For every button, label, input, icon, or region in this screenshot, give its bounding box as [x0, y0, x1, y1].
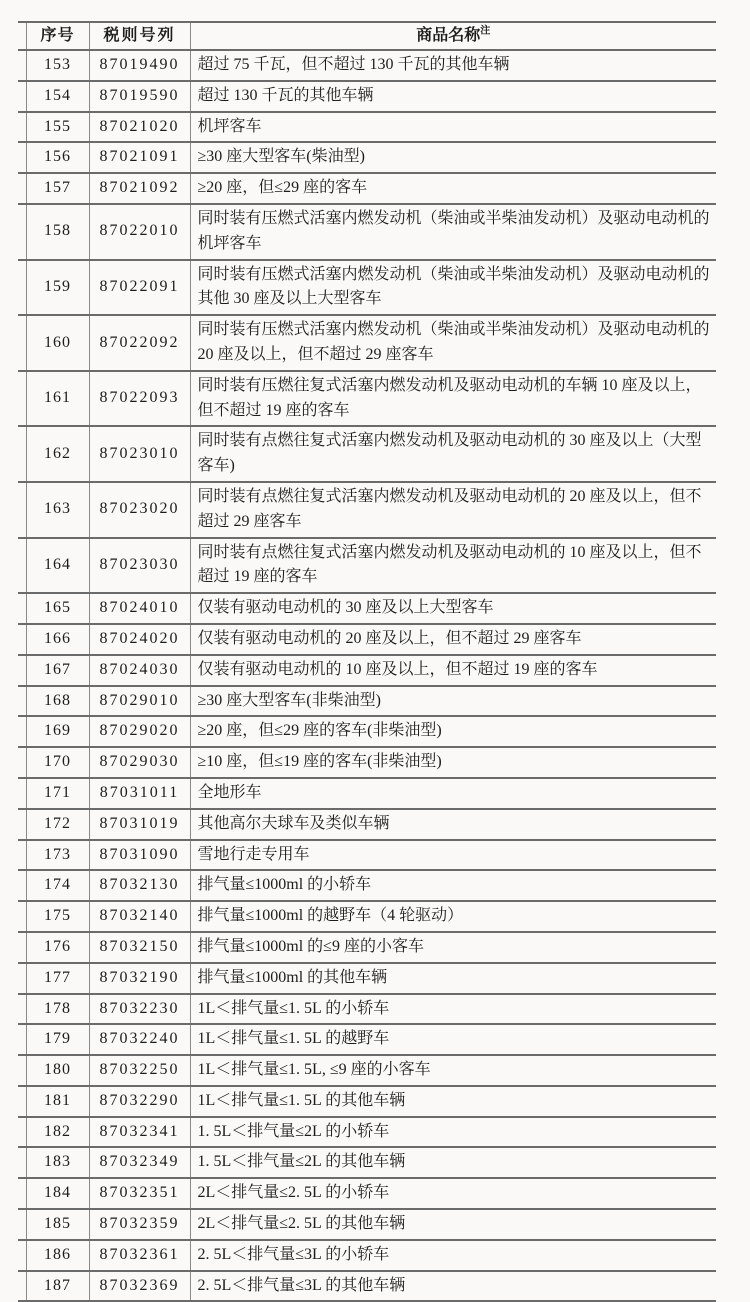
- cell-product-name: 其他高尔夫球车及类似车辆: [190, 809, 716, 840]
- row-gutter: [18, 142, 26, 173]
- table-row: [18, 932, 716, 963]
- cell-serial-number: 164: [26, 538, 89, 594]
- table-row: [18, 1147, 716, 1178]
- cell-tariff-code: 87021092: [89, 173, 190, 204]
- cell-serial-number: 158: [26, 204, 89, 260]
- row-gutter: [18, 686, 26, 717]
- cell-product-name: ≥30 座大型客车(非柴油型): [190, 686, 716, 717]
- cell-serial-number: 178: [26, 994, 89, 1025]
- cell-product-name: 1L＜排气量≤1. 5L 的其他车辆: [190, 1086, 716, 1117]
- cell-tariff-code: 87029010: [89, 686, 190, 717]
- cell-tariff-code: 87022093: [89, 371, 190, 427]
- cell-serial-number: 159: [26, 260, 89, 316]
- cell-product-name: 同时装有点燃往复式活塞内燃发动机及驱动电动机的 20 座及以上，但不超过 29 座客车: [190, 482, 716, 538]
- cell-serial-number: 182: [26, 1117, 89, 1148]
- table-row: [18, 870, 716, 901]
- row-gutter: [18, 1024, 26, 1055]
- header-product-name: [190, 22, 716, 50]
- row-gutter: [18, 173, 26, 204]
- row-gutter: [18, 901, 26, 932]
- cell-tariff-code: 87021091: [89, 142, 190, 173]
- table-row: [18, 1178, 716, 1209]
- cell-tariff-code: 87024020: [89, 624, 190, 655]
- table-row: [18, 1024, 716, 1055]
- table-row: [18, 593, 716, 624]
- row-gutter: [18, 778, 26, 809]
- cell-tariff-code: 87032230: [89, 994, 190, 1025]
- row-gutter: [18, 1147, 26, 1178]
- table-row: [18, 1209, 716, 1240]
- cell-product-name: 1L＜排气量≤1. 5L 的越野车: [190, 1024, 716, 1055]
- cell-serial-number: 175: [26, 901, 89, 932]
- cell-serial-number: 163: [26, 482, 89, 538]
- cell-tariff-code: 87019490: [89, 50, 190, 81]
- cell-product-name: 仅装有驱动电动机的 30 座及以上大型客车: [190, 593, 716, 624]
- cell-serial-number: 181: [26, 1086, 89, 1117]
- table-row: [18, 173, 716, 204]
- table-row: [18, 260, 716, 316]
- cell-tariff-code: 87029030: [89, 747, 190, 778]
- header-gutter: [18, 22, 26, 50]
- row-gutter: [18, 655, 26, 686]
- cell-tariff-code: 87023030: [89, 538, 190, 594]
- row-gutter: [18, 593, 26, 624]
- cell-product-name: ≥20 座，但≤29 座的客车: [190, 173, 716, 204]
- cell-product-name: 1L＜排气量≤1. 5L, ≤9 座的小客车: [190, 1055, 716, 1086]
- table-row: [18, 81, 716, 112]
- table-row: [18, 142, 716, 173]
- table-row: [18, 538, 716, 594]
- cell-serial-number: 173: [26, 840, 89, 871]
- cell-serial-number: 156: [26, 142, 89, 173]
- cell-serial-number: 157: [26, 173, 89, 204]
- cell-product-name: 同时装有压燃式活塞内燃发动机（柴油或半柴油发动机）及驱动电动机的机坪客车: [190, 204, 716, 260]
- cell-tariff-code: 87032240: [89, 1024, 190, 1055]
- cell-product-name: 仅装有驱动电动机的 10 座及以上，但不超过 19 座的客车: [190, 655, 716, 686]
- cell-tariff-code: 87023020: [89, 482, 190, 538]
- cell-serial-number: 155: [26, 112, 89, 143]
- cell-product-name: 1. 5L＜排气量≤2L 的小轿车: [190, 1117, 716, 1148]
- cell-product-name: ≥10 座，但≤19 座的客车(非柴油型): [190, 747, 716, 778]
- cell-tariff-code: 87023010: [89, 426, 190, 482]
- cell-product-name: 2. 5L＜排气量≤3L 的其他车辆: [190, 1271, 716, 1302]
- table-row: [18, 426, 716, 482]
- row-gutter: [18, 1178, 26, 1209]
- cell-serial-number: 161: [26, 371, 89, 427]
- cell-serial-number: 162: [26, 426, 89, 482]
- cell-product-name: 2L＜排气量≤2. 5L 的其他车辆: [190, 1209, 716, 1240]
- cell-tariff-code: 87032140: [89, 901, 190, 932]
- cell-product-name: 2L＜排气量≤2. 5L 的小轿车: [190, 1178, 716, 1209]
- cell-tariff-code: 87032190: [89, 963, 190, 994]
- table-row: [18, 809, 716, 840]
- row-gutter: [18, 870, 26, 901]
- table-row: [18, 901, 716, 932]
- table-row: [18, 624, 716, 655]
- cell-tariff-code: 87032250: [89, 1055, 190, 1086]
- cell-tariff-code: 87031090: [89, 840, 190, 871]
- row-gutter: [18, 1117, 26, 1148]
- table-row: [18, 655, 716, 686]
- cell-tariff-code: 87032349: [89, 1147, 190, 1178]
- cell-tariff-code: 87021020: [89, 112, 190, 143]
- cell-serial-number: 171: [26, 778, 89, 809]
- cell-serial-number: 179: [26, 1024, 89, 1055]
- table-row: [18, 1117, 716, 1148]
- cell-product-name: 雪地行走专用车: [190, 840, 716, 871]
- cell-tariff-code: 87032361: [89, 1240, 190, 1271]
- cell-serial-number: 180: [26, 1055, 89, 1086]
- table-row: [18, 994, 716, 1025]
- row-gutter: [18, 994, 26, 1025]
- table-row: [18, 315, 716, 371]
- cell-serial-number: 168: [26, 686, 89, 717]
- table-row: [18, 371, 716, 427]
- row-gutter: [18, 371, 26, 427]
- cell-serial-number: 174: [26, 870, 89, 901]
- cell-product-name: 排气量≤1000ml 的越野车（4 轮驱动）: [190, 901, 716, 932]
- table-row: [18, 112, 716, 143]
- row-gutter: [18, 1240, 26, 1271]
- table-row: [18, 963, 716, 994]
- header-serial-number: 序号: [26, 22, 89, 50]
- row-gutter: [18, 1055, 26, 1086]
- cell-product-name: ≥20 座，但≤29 座的客车(非柴油型): [190, 716, 716, 747]
- cell-serial-number: 167: [26, 655, 89, 686]
- table-row: [18, 686, 716, 717]
- cell-product-name: 2. 5L＜排气量≤3L 的小轿车: [190, 1240, 716, 1271]
- table-body: [18, 50, 716, 1301]
- cell-product-name: 排气量≤1000ml 的≤9 座的小客车: [190, 932, 716, 963]
- cell-serial-number: 154: [26, 81, 89, 112]
- cell-tariff-code: 87031011: [89, 778, 190, 809]
- cell-tariff-code: 87032130: [89, 870, 190, 901]
- cell-tariff-code: 87024030: [89, 655, 190, 686]
- table-row: [18, 204, 716, 260]
- cell-tariff-code: 87031019: [89, 809, 190, 840]
- row-gutter: [18, 932, 26, 963]
- cell-product-name: 仅装有驱动电动机的 20 座及以上，但不超过 29 座客车: [190, 624, 716, 655]
- table-row: [18, 778, 716, 809]
- cell-serial-number: 169: [26, 716, 89, 747]
- cell-serial-number: 172: [26, 809, 89, 840]
- row-gutter: [18, 81, 26, 112]
- table-row: [18, 716, 716, 747]
- cell-serial-number: 176: [26, 932, 89, 963]
- cell-product-name: 机坪客车: [190, 112, 716, 143]
- cell-serial-number: 166: [26, 624, 89, 655]
- cell-tariff-code: 87032359: [89, 1209, 190, 1240]
- table-row: [18, 50, 716, 81]
- cell-product-name: 同时装有压燃往复式活塞内燃发动机及驱动电动机的车辆 10 座及以上，但不超过 19 座的客车: [190, 371, 716, 427]
- cell-serial-number: 184: [26, 1178, 89, 1209]
- row-gutter: [18, 204, 26, 260]
- cell-product-name: 同时装有点燃往复式活塞内燃发动机及驱动电动机的 10 座及以上，但不超过 19 座的客车: [190, 538, 716, 594]
- cell-product-name: ≥30 座大型客车(柴油型): [190, 142, 716, 173]
- row-gutter: [18, 624, 26, 655]
- cell-product-name: 同时装有压燃式活塞内燃发动机（柴油或半柴油发动机）及驱动电动机的 20 座及以上，但不超过 29 座客车: [190, 315, 716, 371]
- row-gutter: [18, 840, 26, 871]
- cell-product-name: 全地形车: [190, 778, 716, 809]
- row-gutter: [18, 112, 26, 143]
- cell-product-name: 超过 130 千瓦的其他车辆: [190, 81, 716, 112]
- cell-tariff-code: 87032290: [89, 1086, 190, 1117]
- row-gutter: [18, 1209, 26, 1240]
- cell-product-name: 超过 75 千瓦，但不超过 130 千瓦的其他车辆: [190, 50, 716, 81]
- cell-serial-number: 170: [26, 747, 89, 778]
- table-row: [18, 1086, 716, 1117]
- table-row: [18, 840, 716, 871]
- cell-product-name: 1L＜排气量≤1. 5L 的小轿车: [190, 994, 716, 1025]
- cell-serial-number: 183: [26, 1147, 89, 1178]
- cell-serial-number: 187: [26, 1271, 89, 1302]
- row-gutter: [18, 426, 26, 482]
- cell-serial-number: 186: [26, 1240, 89, 1271]
- row-gutter: [18, 315, 26, 371]
- cell-product-name: 同时装有压燃式活塞内燃发动机（柴油或半柴油发动机）及驱动电动机的其他 30 座及以上大型客车: [190, 260, 716, 316]
- cell-product-name: 同时装有点燃往复式活塞内燃发动机及驱动电动机的 30 座及以上（大型客车): [190, 426, 716, 482]
- header-product-name-label: 商品名称: [416, 27, 481, 44]
- table-row: [18, 1055, 716, 1086]
- row-gutter: [18, 50, 26, 81]
- cell-tariff-code: 87024010: [89, 593, 190, 624]
- row-gutter: [18, 747, 26, 778]
- row-gutter: [18, 1086, 26, 1117]
- row-gutter: [18, 716, 26, 747]
- cell-tariff-code: 87022010: [89, 204, 190, 260]
- cell-tariff-code: 87032369: [89, 1271, 190, 1302]
- cell-serial-number: 177: [26, 963, 89, 994]
- row-gutter: [18, 1271, 26, 1302]
- table-header-row: [18, 22, 716, 50]
- cell-serial-number: 160: [26, 315, 89, 371]
- cell-tariff-code: 87019590: [89, 81, 190, 112]
- row-gutter: [18, 538, 26, 594]
- table-row: [18, 482, 716, 538]
- cell-product-name: 1. 5L＜排气量≤2L 的其他车辆: [190, 1147, 716, 1178]
- cell-serial-number: 185: [26, 1209, 89, 1240]
- cell-tariff-code: 87029020: [89, 716, 190, 747]
- table-row: [18, 747, 716, 778]
- table-row: [18, 1240, 716, 1271]
- row-gutter: [18, 809, 26, 840]
- row-gutter: [18, 482, 26, 538]
- row-gutter: [18, 963, 26, 994]
- table-row: [18, 1271, 716, 1302]
- row-gutter: [18, 260, 26, 316]
- cell-tariff-code: 87022091: [89, 260, 190, 316]
- note-superscript: 注: [480, 25, 491, 37]
- cell-product-name: 排气量≤1000ml 的小轿车: [190, 870, 716, 901]
- cell-tariff-code: 87032150: [89, 932, 190, 963]
- cell-serial-number: 153: [26, 50, 89, 81]
- cell-serial-number: 165: [26, 593, 89, 624]
- cell-product-name: 排气量≤1000ml 的其他车辆: [190, 963, 716, 994]
- cell-tariff-code: 87032341: [89, 1117, 190, 1148]
- header-tariff-code: 税则号列: [89, 22, 190, 50]
- cell-tariff-code: 87022092: [89, 315, 190, 371]
- cell-tariff-code: 87032351: [89, 1178, 190, 1209]
